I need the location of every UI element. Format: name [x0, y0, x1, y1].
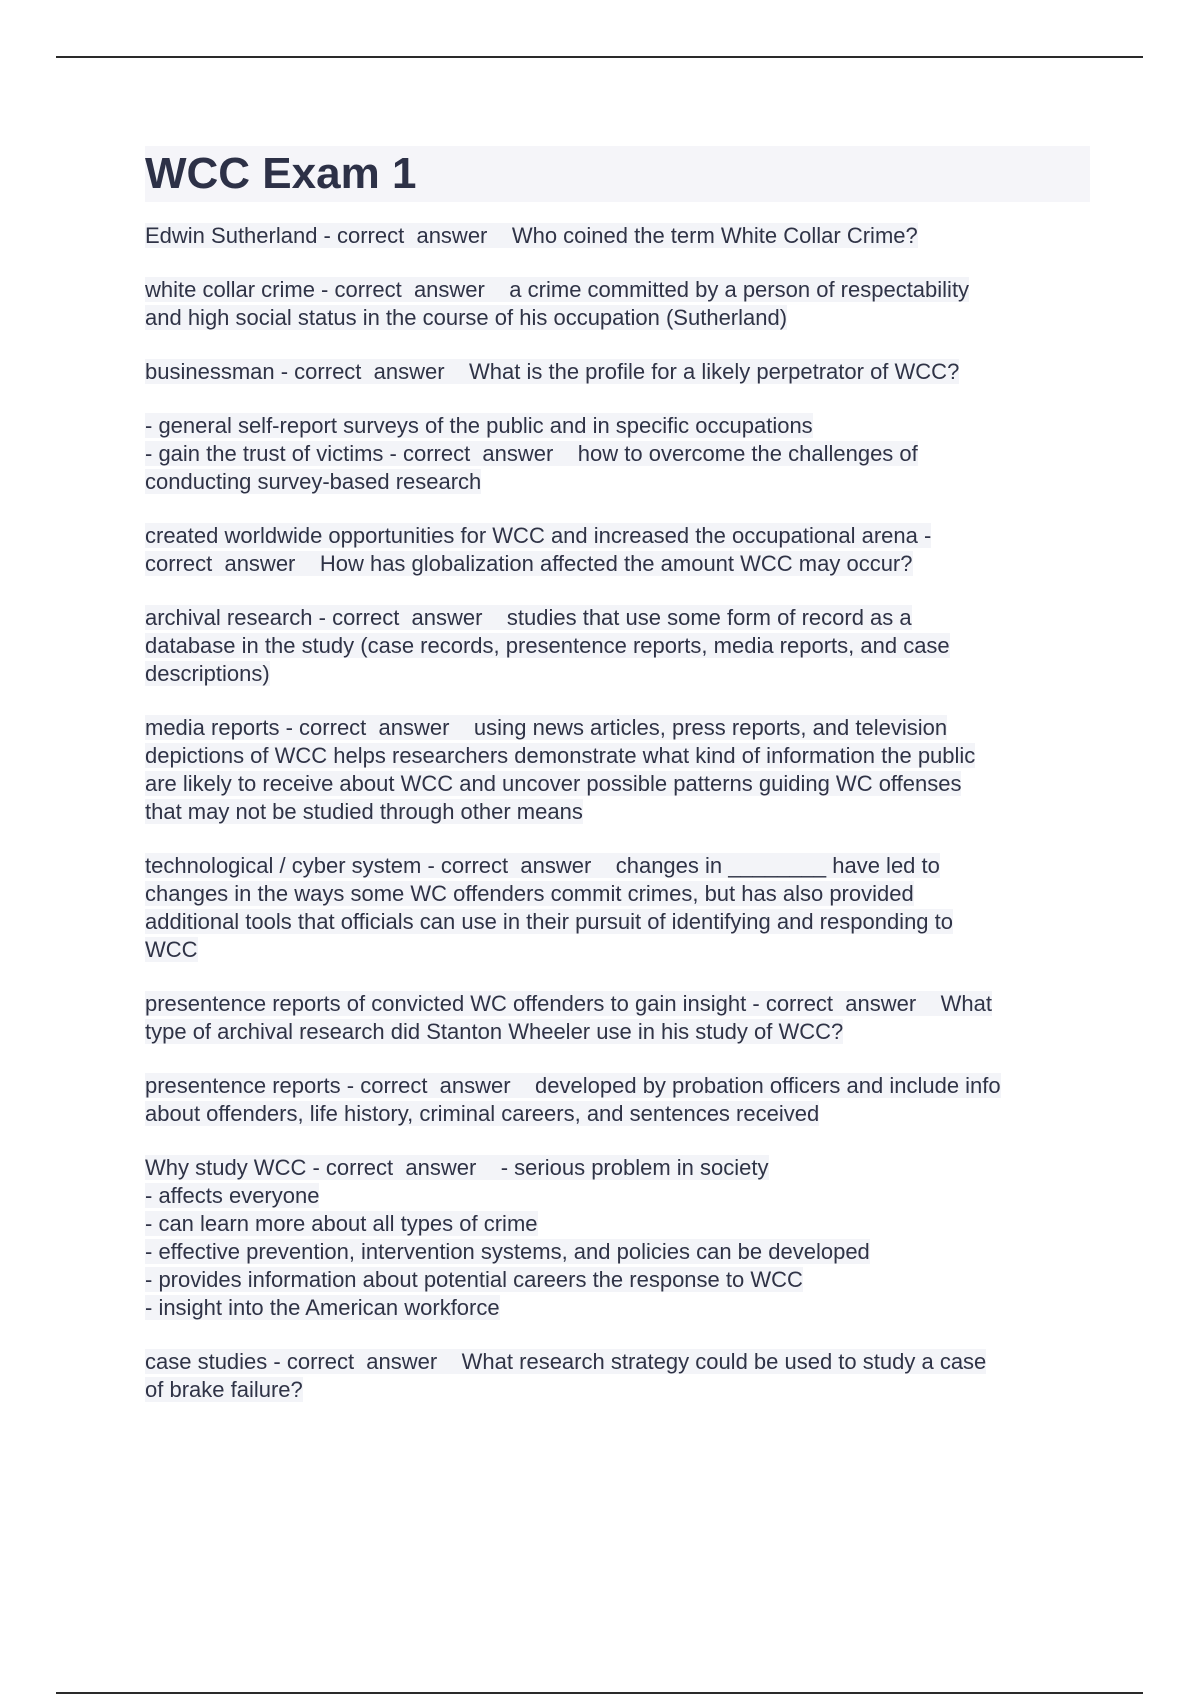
- qa-line-text: businessman - correct answer What is the profile for a likely perpetrator of WCC?: [145, 359, 960, 384]
- qa-line: [145, 1154, 1090, 1182]
- qa-line-text: - can learn more about all types of crime: [145, 1211, 538, 1236]
- qa-line-text: - gain the trust of victims - correct answer how to overcome the challenges of: [145, 441, 918, 466]
- qa-line-text: about offenders, life history, criminal careers, and sentences received: [145, 1101, 820, 1126]
- qa-line-text: are likely to receive about WCC and uncover possible patterns guiding WC offenses: [145, 771, 962, 796]
- qa-line-text: database in the study (case records, presentence reports, media reports, and case: [145, 633, 950, 658]
- qa-item: [145, 522, 1090, 578]
- qa-line: [145, 358, 1090, 386]
- qa-line-text: descriptions): [145, 661, 270, 686]
- qa-line-text: presentence reports - correct answer developed by probation officers and include info: [145, 1073, 1001, 1098]
- qa-item: [145, 222, 1090, 250]
- qa-line-text: - effective prevention, intervention systems, and policies can be developed: [145, 1239, 870, 1264]
- qa-line: [145, 936, 1090, 964]
- qa-line: [145, 604, 1090, 632]
- qa-list: [145, 222, 1090, 1404]
- qa-line: [145, 1376, 1090, 1404]
- qa-line: [145, 1238, 1090, 1266]
- qa-line-text: presentence reports of convicted WC offenders to gain insight - correct answer What: [145, 991, 992, 1016]
- qa-line-text: and high social status in the course of his occupation (Sutherland): [145, 305, 788, 330]
- qa-item: [145, 714, 1090, 826]
- qa-line: [145, 908, 1090, 936]
- qa-line-text: depictions of WCC helps researchers demonstrate what kind of information the public: [145, 743, 976, 768]
- qa-line-text: - affects everyone: [145, 1183, 320, 1208]
- qa-line-text: Why study WCC - correct answer - serious problem in society: [145, 1155, 769, 1180]
- qa-item: [145, 358, 1090, 386]
- qa-item: [145, 1154, 1090, 1322]
- page-title: WCC Exam 1: [145, 146, 1090, 202]
- qa-line: [145, 522, 1090, 550]
- qa-line: [145, 1182, 1090, 1210]
- qa-item: [145, 604, 1090, 688]
- qa-line: [145, 1018, 1090, 1046]
- qa-line-text: - general self-report surveys of the public and in specific occupations: [145, 413, 813, 438]
- qa-item: [145, 1348, 1090, 1404]
- qa-line-text: type of archival research did Stanton Wheeler use in his study of WCC?: [145, 1019, 844, 1044]
- qa-line-text: white collar crime - correct answer a crime committed by a person of respectability: [145, 277, 970, 302]
- qa-line: [145, 990, 1090, 1018]
- qa-line-text: Edwin Sutherland - correct answer Who coined the term White Collar Crime?: [145, 223, 918, 248]
- qa-line: [145, 468, 1090, 496]
- qa-line: [145, 798, 1090, 826]
- qa-item: [145, 1072, 1090, 1128]
- qa-item: [145, 852, 1090, 964]
- qa-line: [145, 660, 1090, 688]
- document-body: [145, 146, 1090, 1430]
- qa-line-text: additional tools that officials can use in their pursuit of identifying and responding to: [145, 909, 953, 934]
- qa-line-text: technological / cyber system - correct answer changes in ________ have led to: [145, 853, 940, 878]
- qa-line: [145, 632, 1090, 660]
- qa-line: [145, 1294, 1090, 1322]
- qa-item: [145, 990, 1090, 1046]
- qa-line: [145, 1348, 1090, 1376]
- qa-line: [145, 304, 1090, 332]
- bottom-divider: [56, 1692, 1143, 1694]
- qa-line-text: archival research - correct answer studies that use some form of record as a: [145, 605, 912, 630]
- qa-item: [145, 412, 1090, 496]
- qa-line-text: changes in the ways some WC offenders commit crimes, but has also provided: [145, 881, 914, 906]
- qa-line-text: media reports - correct answer using news articles, press reports, and television: [145, 715, 948, 740]
- qa-line: [145, 412, 1090, 440]
- qa-line-text: - provides information about potential careers the response to WCC: [145, 1267, 803, 1292]
- qa-line-text: - insight into the American workforce: [145, 1295, 500, 1320]
- qa-line: [145, 714, 1090, 742]
- qa-line: [145, 852, 1090, 880]
- qa-line-text: of brake failure?: [145, 1377, 303, 1402]
- qa-item: [145, 276, 1090, 332]
- qa-line-text: case studies - correct answer What research strategy could be used to study a case: [145, 1349, 987, 1374]
- qa-line: [145, 550, 1090, 578]
- qa-line: [145, 880, 1090, 908]
- qa-line: [145, 742, 1090, 770]
- qa-line: [145, 440, 1090, 468]
- qa-line-text: created worldwide opportunities for WCC and increased the occupational arena -: [145, 523, 932, 548]
- qa-line-text: correct answer How has globalization affected the amount WCC may occur?: [145, 551, 913, 576]
- qa-line: [145, 1266, 1090, 1294]
- qa-line-text: that may not be studied through other means: [145, 799, 583, 824]
- qa-line: [145, 1210, 1090, 1238]
- qa-line: [145, 1072, 1090, 1100]
- qa-line: [145, 222, 1090, 250]
- qa-line-text: WCC: [145, 937, 198, 962]
- top-divider: [56, 56, 1143, 58]
- qa-line: [145, 770, 1090, 798]
- qa-line-text: conducting survey-based research: [145, 469, 482, 494]
- qa-line: [145, 276, 1090, 304]
- qa-line: [145, 1100, 1090, 1128]
